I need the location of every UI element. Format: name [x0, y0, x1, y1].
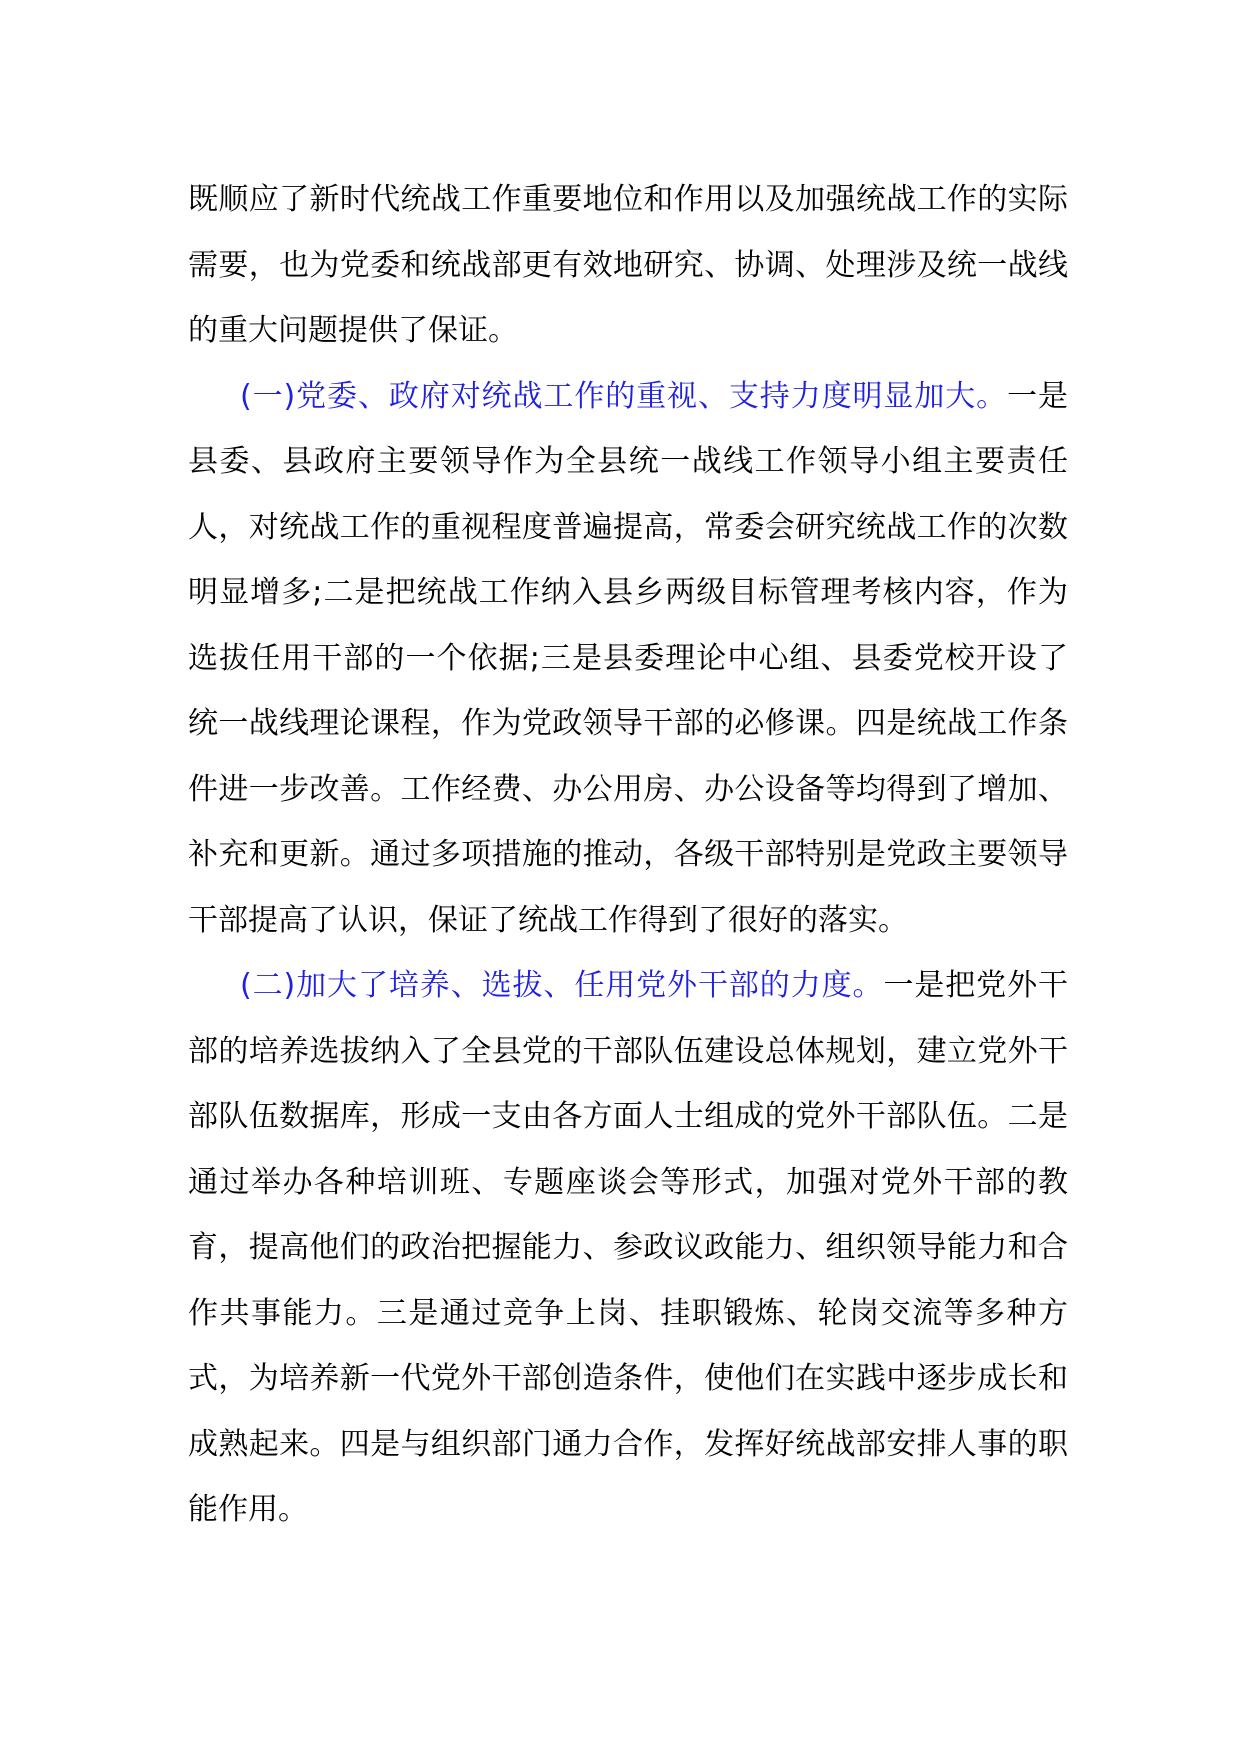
- section-2-body: 一是把党外干部的培养选拔纳入了全县党的干部队伍建设总体规划，建立党外干部队伍数据库，形成一支由各方面人士组成的党外干部队伍。二是通过举办各种培训班、专题座谈会等形式，加强对党外干部的教育，提高他们的政治把握能力、参政议政能力、组织领导能力和合作共事能力。三是通过竞争上岗、挂职锻炼、轮岗交流等多种方式，为培养新一代党外干部创造条件，使他们在实践中逐步成长和成熟起来。四是与组织部门通力合作，发挥好统战部安排人事的职能作用。: [188, 968, 1068, 1527]
- section-2-heading: (二)加大了培养、选拔、任用党外干部的力度。: [240, 968, 884, 1003]
- section-1-body: 一是县委、县政府主要领导作为全县统一战线工作领导小组主要责任人，对统战工作的重视程度普遍提高，常委会研究统战工作的次数明显增多;二是把统战工作纳入县乡两级目标管理考核内容，作为选拔任用干部的一个依据;三是县委理论中心组、县委党校开设了统一战线理论课程，作为党政领导干部的必修课。四是统战工作条件进一步改善。工作经费、办公用房、办公设备等均得到了增加、补充和更新。通过多项措施的推动，各级干部特别是党政主要领导干部提高了认识，保证了统战工作得到了很好的落实。: [188, 378, 1068, 938]
- document-body: [188, 167, 1068, 1543]
- section-1-heading: (一)党委、政府对统战工作的重视、支持力度明显加大。: [240, 378, 1008, 414]
- intro-paragraph: 既顺应了新时代统战工作重要地位和作用以及加强统战工作的实际需要，也为党委和统战部更有效地研究、协调、处理涉及统一战线的重大问题提供了保证。: [188, 182, 1068, 348]
- section-1-paragraph: [188, 364, 1068, 954]
- section-2-paragraph: [188, 953, 1068, 1543]
